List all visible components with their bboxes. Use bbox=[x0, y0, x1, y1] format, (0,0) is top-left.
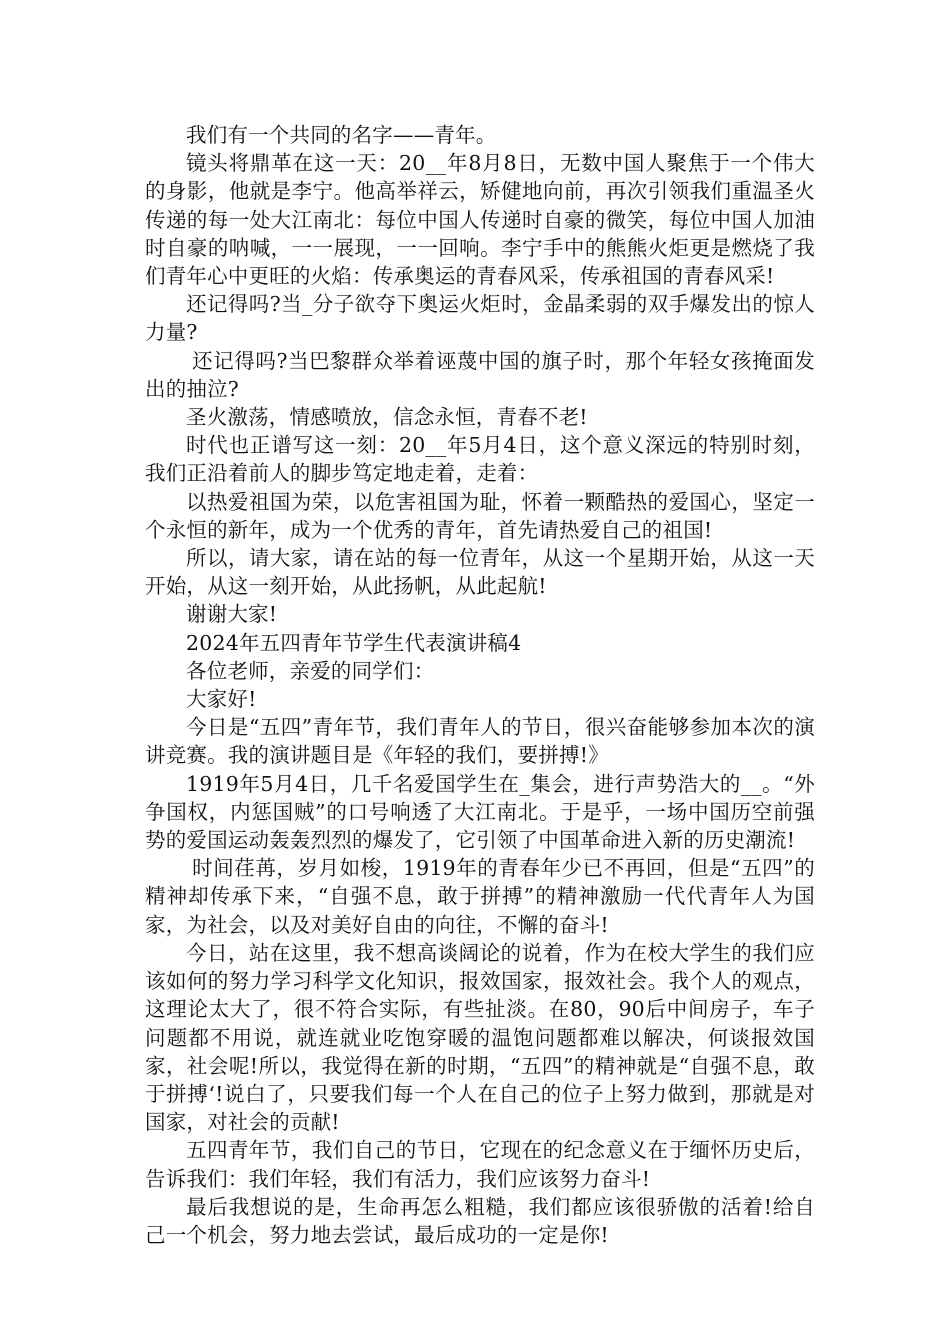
paragraph: 所以，请大家，请在站的每一位青年，从这一个星期开始，从这一天开始，从这一刻开始，从此扬帆，从此起航! bbox=[145, 546, 815, 599]
paragraph: 谢谢大家! bbox=[186, 602, 278, 627]
paragraph: 五四青年节，我们自己的节日，它现在的纪念意义在于缅怀历史后，告诉我们：我们年轻，我们有活力，我们应该努力奋斗! bbox=[145, 1138, 815, 1191]
paragraph: 还记得吗?当_分子欲夺下奥运火炬时，金晶柔弱的双手爆发出的惊人力量? bbox=[145, 292, 815, 345]
salutation: 各位老师，亲爱的同学们： bbox=[186, 658, 435, 683]
paragraph: 镜头将鼎革在这一天：20__年8月8日，无数中国人聚焦于一个伟大的身影，他就是李宁。他高举祥云，矫健地向前，再次引领我们重温圣火传递的每一处大江南北：每位中国人传递时自豪的微笑，每位中国人加油时自豪的呐喊，一一展现，一一回响。李宁手中的熊熊火炬更是燃烧了我们青年心中更旺的火焰：传承奥运的青春风采，传承祖国的青春风采! bbox=[145, 151, 815, 289]
greeting: 大家好! bbox=[186, 687, 257, 712]
section-heading: 2024年五四青年节学生代表演讲稿4 bbox=[186, 630, 522, 655]
paragraph: 最后我想说的是，生命再怎么粗糙，我们都应该很骄傲的活着!给自己一个机会，努力地去尝试，最后成功的一定是你! bbox=[145, 1194, 815, 1247]
paragraph: 1919年5月4日，几千名爱国学生在_集会，进行声势浩大的__。“外争国权，内惩国贼”的口号响透了大江南北。于是乎，一场中国历空前强势的爱国运动轰轰烈烈的爆发了，它引领了中国革命进入新的历史潮流! bbox=[145, 771, 815, 853]
paragraph: 我们有一个共同的名字——青年。 bbox=[186, 123, 497, 147]
paragraph: 今日是“五四”青年节，我们青年人的节日，很兴奋能够参加本次的演讲竞赛。我的演讲题目是《年轻的我们，要拼搏!》 bbox=[145, 715, 815, 768]
paragraph: 时代也正谱写这一刻：20__年5月4日，这个意义深远的特别时刻，我们正沿着前人的脚步笃定地走着，走着： bbox=[145, 433, 815, 486]
paragraph: 时间荏苒，岁月如梭，1919年的青春年少已不再回，但是“五四”的精神却传承下来，“自强不息，敢于拼搏”的精神激励一代代青年人为国家，为社会，以及对美好自由的向往，不懈的奋斗! bbox=[145, 856, 815, 937]
paragraph: 以热爱祖国为荣，以危害祖国为耻，怀着一颗酷热的爱国心，坚定一个永恒的新年，成为一个优秀的青年，首先请热爱自己的祖国! bbox=[145, 489, 815, 542]
document-body bbox=[145, 121, 815, 1249]
paragraph: 今日，站在这里，我不想高谈阔论的说着，作为在校大学生的我们应该如何的努力学习科学文化知识，报效国家，报效社会。我个人的观点，这理论太大了，很不符合实际，有些扯淡。在80，90后中间房子，车子问题都不用说，就连就业吃饱穿暖的温饱问题都难以解决，何谈报效国家，社会呢!所以，我觉得在新的时期，“五四”的精神就是“自强不息，敢于拼搏‘!说白了，只要我们每一个人在自己的位子上努力做到，那就是对国家，对社会的贡献! bbox=[145, 940, 815, 1135]
paragraph: 还记得吗?当巴黎群众举着诬蔑中国的旗子时，那个年轻女孩掩面发出的抽泣? bbox=[145, 348, 815, 401]
paragraph: 圣火激荡，情感喷放，信念永恒，青春不老! bbox=[186, 405, 588, 430]
